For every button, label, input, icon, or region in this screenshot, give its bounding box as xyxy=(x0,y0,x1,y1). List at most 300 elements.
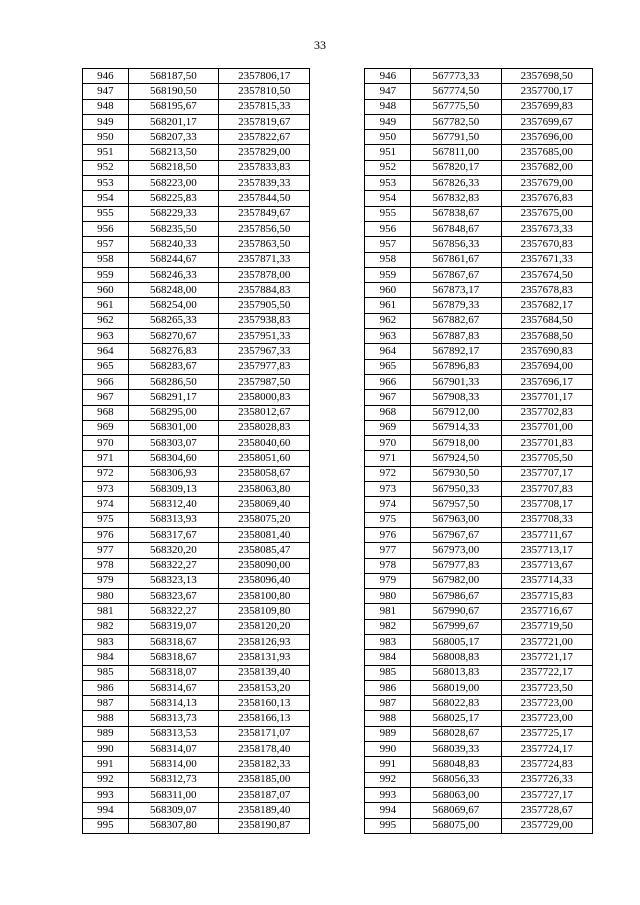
table-row xyxy=(83,803,593,818)
left-x-coordinate-cell: 568270,67 xyxy=(128,329,218,344)
left-x-coordinate-cell: 568295,00 xyxy=(128,405,218,420)
left-x-coordinate-cell: 568195,67 xyxy=(128,99,218,114)
right-y-coordinate-cell: 2357721,17 xyxy=(501,650,592,665)
left-point-number-cell: 951 xyxy=(83,145,129,160)
left-y-coordinate-cell: 2357951,33 xyxy=(219,329,310,344)
table-row xyxy=(83,221,593,236)
table-row xyxy=(83,650,593,665)
right-point-number-cell: 966 xyxy=(365,374,411,389)
right-point-number-cell: 974 xyxy=(365,497,411,512)
left-x-coordinate-cell: 568309,07 xyxy=(128,803,218,818)
left-y-coordinate-cell: 2358171,07 xyxy=(219,726,310,741)
left-point-number-cell: 978 xyxy=(83,558,129,573)
left-x-coordinate-cell: 568306,93 xyxy=(128,466,218,481)
left-x-coordinate-cell: 568240,33 xyxy=(128,237,218,252)
right-point-number-cell: 994 xyxy=(365,803,411,818)
table-row xyxy=(83,298,593,313)
table-row xyxy=(83,237,593,252)
right-y-coordinate-cell: 2357729,00 xyxy=(501,818,592,833)
right-point-number-cell: 955 xyxy=(365,206,411,221)
table-row xyxy=(83,374,593,389)
left-point-number-cell: 965 xyxy=(83,359,129,374)
left-point-number-cell: 969 xyxy=(83,420,129,435)
left-point-number-cell: 958 xyxy=(83,252,129,267)
table-row xyxy=(83,543,593,558)
right-x-coordinate-cell: 568075,00 xyxy=(411,818,501,833)
left-point-number-cell: 966 xyxy=(83,374,129,389)
right-point-number-cell: 958 xyxy=(365,252,411,267)
left-y-coordinate-cell: 2358096,40 xyxy=(219,573,310,588)
left-y-coordinate-cell: 2358040,60 xyxy=(219,436,310,451)
right-x-coordinate-cell: 568048,83 xyxy=(411,757,501,772)
column-gap-cell xyxy=(310,267,365,282)
table-row xyxy=(83,604,593,619)
column-gap-cell xyxy=(310,650,365,665)
right-point-number-cell: 968 xyxy=(365,405,411,420)
left-point-number-cell: 961 xyxy=(83,298,129,313)
right-y-coordinate-cell: 2357722,17 xyxy=(501,665,592,680)
table-row xyxy=(83,742,593,757)
right-x-coordinate-cell: 567967,67 xyxy=(411,527,501,542)
left-x-coordinate-cell: 568283,67 xyxy=(128,359,218,374)
left-y-coordinate-cell: 2357829,00 xyxy=(219,145,310,160)
right-point-number-cell: 951 xyxy=(365,145,411,160)
left-x-coordinate-cell: 568317,67 xyxy=(128,527,218,542)
coordinates-table xyxy=(82,68,593,834)
table-row xyxy=(83,145,593,160)
right-point-number-cell: 977 xyxy=(365,543,411,558)
column-gap-cell xyxy=(310,818,365,833)
right-x-coordinate-cell: 567782,50 xyxy=(411,114,501,129)
right-x-coordinate-cell: 568028,67 xyxy=(411,726,501,741)
right-point-number-cell: 981 xyxy=(365,604,411,619)
column-gap-cell xyxy=(310,497,365,512)
left-point-number-cell: 976 xyxy=(83,527,129,542)
left-point-number-cell: 984 xyxy=(83,650,129,665)
right-point-number-cell: 956 xyxy=(365,221,411,236)
table-row xyxy=(83,696,593,711)
page-number: 33 xyxy=(314,38,326,52)
column-gap-cell xyxy=(310,589,365,604)
right-point-number-cell: 980 xyxy=(365,589,411,604)
left-y-coordinate-cell: 2358120,20 xyxy=(219,619,310,634)
right-x-coordinate-cell: 567773,33 xyxy=(411,69,501,84)
right-y-coordinate-cell: 2357701,17 xyxy=(501,390,592,405)
right-point-number-cell: 953 xyxy=(365,176,411,191)
right-y-coordinate-cell: 2357682,00 xyxy=(501,160,592,175)
right-x-coordinate-cell: 567912,00 xyxy=(411,405,501,420)
left-x-coordinate-cell: 568314,67 xyxy=(128,680,218,695)
right-y-coordinate-cell: 2357724,83 xyxy=(501,757,592,772)
column-gap-cell xyxy=(310,512,365,527)
left-x-coordinate-cell: 568314,13 xyxy=(128,696,218,711)
left-x-coordinate-cell: 568304,60 xyxy=(128,451,218,466)
left-x-coordinate-cell: 568244,67 xyxy=(128,252,218,267)
left-point-number-cell: 973 xyxy=(83,482,129,497)
right-y-coordinate-cell: 2357685,00 xyxy=(501,145,592,160)
left-point-number-cell: 946 xyxy=(83,69,129,84)
right-x-coordinate-cell: 568069,67 xyxy=(411,803,501,818)
right-x-coordinate-cell: 567999,67 xyxy=(411,619,501,634)
left-point-number-cell: 962 xyxy=(83,313,129,328)
left-y-coordinate-cell: 2357967,33 xyxy=(219,344,310,359)
column-gap-cell xyxy=(310,69,365,84)
right-x-coordinate-cell: 568005,17 xyxy=(411,634,501,649)
column-gap-cell xyxy=(310,527,365,542)
left-point-number-cell: 971 xyxy=(83,451,129,466)
right-point-number-cell: 995 xyxy=(365,818,411,833)
column-gap-cell xyxy=(310,176,365,191)
left-x-coordinate-cell: 568312,40 xyxy=(128,497,218,512)
left-y-coordinate-cell: 2358139,40 xyxy=(219,665,310,680)
table-row xyxy=(83,589,593,604)
right-point-number-cell: 991 xyxy=(365,757,411,772)
left-y-coordinate-cell: 2358058,67 xyxy=(219,466,310,481)
table-row xyxy=(83,390,593,405)
right-point-number-cell: 972 xyxy=(365,466,411,481)
right-x-coordinate-cell: 568013,83 xyxy=(411,665,501,680)
left-x-coordinate-cell: 568318,07 xyxy=(128,665,218,680)
right-x-coordinate-cell: 568025,17 xyxy=(411,711,501,726)
column-gap-cell xyxy=(310,436,365,451)
column-gap-cell xyxy=(310,772,365,787)
left-y-coordinate-cell: 2357987,50 xyxy=(219,374,310,389)
left-point-number-cell: 980 xyxy=(83,589,129,604)
left-y-coordinate-cell: 2357839,33 xyxy=(219,176,310,191)
column-gap-cell xyxy=(310,191,365,206)
left-y-coordinate-cell: 2357878,00 xyxy=(219,267,310,282)
column-gap-cell xyxy=(310,114,365,129)
right-point-number-cell: 965 xyxy=(365,359,411,374)
left-x-coordinate-cell: 568318,67 xyxy=(128,650,218,665)
right-y-coordinate-cell: 2357713,67 xyxy=(501,558,592,573)
left-x-coordinate-cell: 568311,00 xyxy=(128,787,218,802)
right-point-number-cell: 960 xyxy=(365,283,411,298)
right-point-number-cell: 975 xyxy=(365,512,411,527)
right-point-number-cell: 979 xyxy=(365,573,411,588)
right-point-number-cell: 978 xyxy=(365,558,411,573)
right-y-coordinate-cell: 2357675,00 xyxy=(501,206,592,221)
right-y-coordinate-cell: 2357696,17 xyxy=(501,374,592,389)
right-y-coordinate-cell: 2357701,83 xyxy=(501,436,592,451)
table-row xyxy=(83,512,593,527)
right-x-coordinate-cell: 567901,33 xyxy=(411,374,501,389)
right-x-coordinate-cell: 568019,00 xyxy=(411,680,501,695)
left-y-coordinate-cell: 2358185,00 xyxy=(219,772,310,787)
right-x-coordinate-cell: 567896,83 xyxy=(411,359,501,374)
left-y-coordinate-cell: 2358090,00 xyxy=(219,558,310,573)
left-y-coordinate-cell: 2358153,20 xyxy=(219,680,310,695)
column-gap-cell xyxy=(310,298,365,313)
right-x-coordinate-cell: 567973,00 xyxy=(411,543,501,558)
right-point-number-cell: 969 xyxy=(365,420,411,435)
right-point-number-cell: 949 xyxy=(365,114,411,129)
right-y-coordinate-cell: 2357684,50 xyxy=(501,313,592,328)
left-x-coordinate-cell: 568307,80 xyxy=(128,818,218,833)
table-row xyxy=(83,359,593,374)
right-y-coordinate-cell: 2357700,17 xyxy=(501,84,592,99)
table-row xyxy=(83,313,593,328)
column-gap-cell xyxy=(310,726,365,741)
table-row xyxy=(83,665,593,680)
left-point-number-cell: 950 xyxy=(83,130,129,145)
right-point-number-cell: 961 xyxy=(365,298,411,313)
right-x-coordinate-cell: 567873,17 xyxy=(411,283,501,298)
table-row xyxy=(83,772,593,787)
left-y-coordinate-cell: 2358028,83 xyxy=(219,420,310,435)
left-x-coordinate-cell: 568218,50 xyxy=(128,160,218,175)
left-y-coordinate-cell: 2357849,67 xyxy=(219,206,310,221)
left-point-number-cell: 986 xyxy=(83,680,129,695)
right-x-coordinate-cell: 567914,33 xyxy=(411,420,501,435)
table-row xyxy=(83,451,593,466)
left-point-number-cell: 968 xyxy=(83,405,129,420)
table-row xyxy=(83,497,593,512)
right-y-coordinate-cell: 2357670,83 xyxy=(501,237,592,252)
table-row xyxy=(83,160,593,175)
right-x-coordinate-cell: 568008,83 xyxy=(411,650,501,665)
table-row xyxy=(83,405,593,420)
right-y-coordinate-cell: 2357715,83 xyxy=(501,589,592,604)
column-gap-cell xyxy=(310,374,365,389)
left-x-coordinate-cell: 568201,17 xyxy=(128,114,218,129)
column-gap-cell xyxy=(310,405,365,420)
left-x-coordinate-cell: 568190,50 xyxy=(128,84,218,99)
right-point-number-cell: 971 xyxy=(365,451,411,466)
left-point-number-cell: 982 xyxy=(83,619,129,634)
left-y-coordinate-cell: 2358051,60 xyxy=(219,451,310,466)
left-y-coordinate-cell: 2357815,33 xyxy=(219,99,310,114)
left-y-coordinate-cell: 2357819,67 xyxy=(219,114,310,129)
table-row xyxy=(83,711,593,726)
left-y-coordinate-cell: 2358190,87 xyxy=(219,818,310,833)
right-point-number-cell: 984 xyxy=(365,650,411,665)
column-gap-cell xyxy=(310,742,365,757)
right-y-coordinate-cell: 2357727,17 xyxy=(501,787,592,802)
right-y-coordinate-cell: 2357699,83 xyxy=(501,99,592,114)
right-x-coordinate-cell: 567930,50 xyxy=(411,466,501,481)
table-row xyxy=(83,176,593,191)
left-y-coordinate-cell: 2358012,67 xyxy=(219,405,310,420)
left-x-coordinate-cell: 568229,33 xyxy=(128,206,218,221)
right-x-coordinate-cell: 567811,00 xyxy=(411,145,501,160)
right-x-coordinate-cell: 567826,33 xyxy=(411,176,501,191)
table-row xyxy=(83,99,593,114)
table-row xyxy=(83,558,593,573)
right-y-coordinate-cell: 2357728,67 xyxy=(501,803,592,818)
right-y-coordinate-cell: 2357714,33 xyxy=(501,573,592,588)
right-point-number-cell: 986 xyxy=(365,680,411,695)
column-gap-cell xyxy=(310,252,365,267)
right-x-coordinate-cell: 567986,67 xyxy=(411,589,501,604)
table-row xyxy=(83,680,593,695)
right-point-number-cell: 976 xyxy=(365,527,411,542)
right-point-number-cell: 959 xyxy=(365,267,411,282)
left-y-coordinate-cell: 2358109,80 xyxy=(219,604,310,619)
left-x-coordinate-cell: 568301,00 xyxy=(128,420,218,435)
right-x-coordinate-cell: 567990,67 xyxy=(411,604,501,619)
left-point-number-cell: 974 xyxy=(83,497,129,512)
right-y-coordinate-cell: 2357701,00 xyxy=(501,420,592,435)
right-x-coordinate-cell: 568063,00 xyxy=(411,787,501,802)
right-point-number-cell: 963 xyxy=(365,329,411,344)
left-point-number-cell: 952 xyxy=(83,160,129,175)
column-gap-cell xyxy=(310,451,365,466)
left-y-coordinate-cell: 2358126,93 xyxy=(219,634,310,649)
left-x-coordinate-cell: 568265,33 xyxy=(128,313,218,328)
right-point-number-cell: 946 xyxy=(365,69,411,84)
left-y-coordinate-cell: 2358166,13 xyxy=(219,711,310,726)
right-x-coordinate-cell: 567832,83 xyxy=(411,191,501,206)
left-y-coordinate-cell: 2358085,47 xyxy=(219,543,310,558)
right-y-coordinate-cell: 2357698,50 xyxy=(501,69,592,84)
left-y-coordinate-cell: 2357844,50 xyxy=(219,191,310,206)
left-point-number-cell: 949 xyxy=(83,114,129,129)
left-x-coordinate-cell: 568323,13 xyxy=(128,573,218,588)
right-y-coordinate-cell: 2357676,83 xyxy=(501,191,592,206)
left-y-coordinate-cell: 2357806,17 xyxy=(219,69,310,84)
right-point-number-cell: 947 xyxy=(365,84,411,99)
right-point-number-cell: 985 xyxy=(365,665,411,680)
left-x-coordinate-cell: 568303,07 xyxy=(128,436,218,451)
right-x-coordinate-cell: 567887,83 xyxy=(411,329,501,344)
right-point-number-cell: 957 xyxy=(365,237,411,252)
column-gap-cell xyxy=(310,160,365,175)
right-point-number-cell: 948 xyxy=(365,99,411,114)
left-y-coordinate-cell: 2358081,40 xyxy=(219,527,310,542)
table-row xyxy=(83,283,593,298)
left-y-coordinate-cell: 2358189,40 xyxy=(219,803,310,818)
left-x-coordinate-cell: 568313,93 xyxy=(128,512,218,527)
column-gap-cell xyxy=(310,130,365,145)
left-x-coordinate-cell: 568291,17 xyxy=(128,390,218,405)
table-row xyxy=(83,252,593,267)
right-y-coordinate-cell: 2357707,83 xyxy=(501,482,592,497)
right-point-number-cell: 952 xyxy=(365,160,411,175)
column-gap-cell xyxy=(310,787,365,802)
left-y-coordinate-cell: 2358187,07 xyxy=(219,787,310,802)
left-x-coordinate-cell: 568286,50 xyxy=(128,374,218,389)
column-gap-cell xyxy=(310,573,365,588)
right-point-number-cell: 988 xyxy=(365,711,411,726)
column-gap-cell xyxy=(310,680,365,695)
left-point-number-cell: 988 xyxy=(83,711,129,726)
left-point-number-cell: 981 xyxy=(83,604,129,619)
left-y-coordinate-cell: 2357833,83 xyxy=(219,160,310,175)
table-row xyxy=(83,344,593,359)
left-x-coordinate-cell: 568320,20 xyxy=(128,543,218,558)
column-gap-cell xyxy=(310,390,365,405)
left-y-coordinate-cell: 2358100,80 xyxy=(219,589,310,604)
right-x-coordinate-cell: 567838,67 xyxy=(411,206,501,221)
right-x-coordinate-cell: 568039,33 xyxy=(411,742,501,757)
right-y-coordinate-cell: 2357708,17 xyxy=(501,497,592,512)
column-gap-cell xyxy=(310,283,365,298)
left-x-coordinate-cell: 568322,27 xyxy=(128,604,218,619)
column-gap-cell xyxy=(310,665,365,680)
right-x-coordinate-cell: 568056,33 xyxy=(411,772,501,787)
left-point-number-cell: 983 xyxy=(83,634,129,649)
column-gap-cell xyxy=(310,359,365,374)
left-point-number-cell: 979 xyxy=(83,573,129,588)
left-point-number-cell: 953 xyxy=(83,176,129,191)
column-gap-cell xyxy=(310,466,365,481)
right-y-coordinate-cell: 2357721,00 xyxy=(501,634,592,649)
column-gap-cell xyxy=(310,329,365,344)
table-row xyxy=(83,69,593,84)
right-x-coordinate-cell: 567918,00 xyxy=(411,436,501,451)
left-point-number-cell: 960 xyxy=(83,283,129,298)
right-x-coordinate-cell: 567867,67 xyxy=(411,267,501,282)
left-x-coordinate-cell: 568322,27 xyxy=(128,558,218,573)
table-row xyxy=(83,84,593,99)
right-point-number-cell: 973 xyxy=(365,482,411,497)
left-y-coordinate-cell: 2358131,93 xyxy=(219,650,310,665)
right-y-coordinate-cell: 2357671,33 xyxy=(501,252,592,267)
right-y-coordinate-cell: 2357708,33 xyxy=(501,512,592,527)
right-y-coordinate-cell: 2357705,50 xyxy=(501,451,592,466)
left-point-number-cell: 995 xyxy=(83,818,129,833)
table-row xyxy=(83,114,593,129)
right-x-coordinate-cell: 568022,83 xyxy=(411,696,501,711)
right-y-coordinate-cell: 2357673,33 xyxy=(501,221,592,236)
column-gap-cell xyxy=(310,803,365,818)
right-y-coordinate-cell: 2357716,67 xyxy=(501,604,592,619)
left-y-coordinate-cell: 2358182,33 xyxy=(219,757,310,772)
right-x-coordinate-cell: 567977,83 xyxy=(411,558,501,573)
table-row xyxy=(83,420,593,435)
left-point-number-cell: 990 xyxy=(83,742,129,757)
column-gap-cell xyxy=(310,99,365,114)
right-x-coordinate-cell: 567908,33 xyxy=(411,390,501,405)
left-point-number-cell: 956 xyxy=(83,221,129,236)
left-x-coordinate-cell: 568313,73 xyxy=(128,711,218,726)
right-y-coordinate-cell: 2357702,83 xyxy=(501,405,592,420)
column-gap-cell xyxy=(310,221,365,236)
column-gap-cell xyxy=(310,711,365,726)
left-x-coordinate-cell: 568314,07 xyxy=(128,742,218,757)
left-x-coordinate-cell: 568319,07 xyxy=(128,619,218,634)
right-x-coordinate-cell: 567982,00 xyxy=(411,573,501,588)
column-gap-cell xyxy=(310,84,365,99)
column-gap-cell xyxy=(310,558,365,573)
right-point-number-cell: 982 xyxy=(365,619,411,634)
right-x-coordinate-cell: 567775,50 xyxy=(411,99,501,114)
left-y-coordinate-cell: 2357884,83 xyxy=(219,283,310,298)
left-point-number-cell: 989 xyxy=(83,726,129,741)
column-gap-cell xyxy=(310,237,365,252)
left-point-number-cell: 964 xyxy=(83,344,129,359)
table-row xyxy=(83,634,593,649)
left-y-coordinate-cell: 2357871,33 xyxy=(219,252,310,267)
right-x-coordinate-cell: 567820,17 xyxy=(411,160,501,175)
left-y-coordinate-cell: 2357905,50 xyxy=(219,298,310,313)
right-x-coordinate-cell: 567950,33 xyxy=(411,482,501,497)
column-gap-cell xyxy=(310,543,365,558)
column-gap-cell xyxy=(310,696,365,711)
left-point-number-cell: 985 xyxy=(83,665,129,680)
right-point-number-cell: 964 xyxy=(365,344,411,359)
left-point-number-cell: 957 xyxy=(83,237,129,252)
left-x-coordinate-cell: 568323,67 xyxy=(128,589,218,604)
column-gap-cell xyxy=(310,634,365,649)
table-row xyxy=(83,527,593,542)
table-row xyxy=(83,329,593,344)
column-gap-cell xyxy=(310,420,365,435)
right-x-coordinate-cell: 567924,50 xyxy=(411,451,501,466)
right-point-number-cell: 990 xyxy=(365,742,411,757)
right-point-number-cell: 962 xyxy=(365,313,411,328)
